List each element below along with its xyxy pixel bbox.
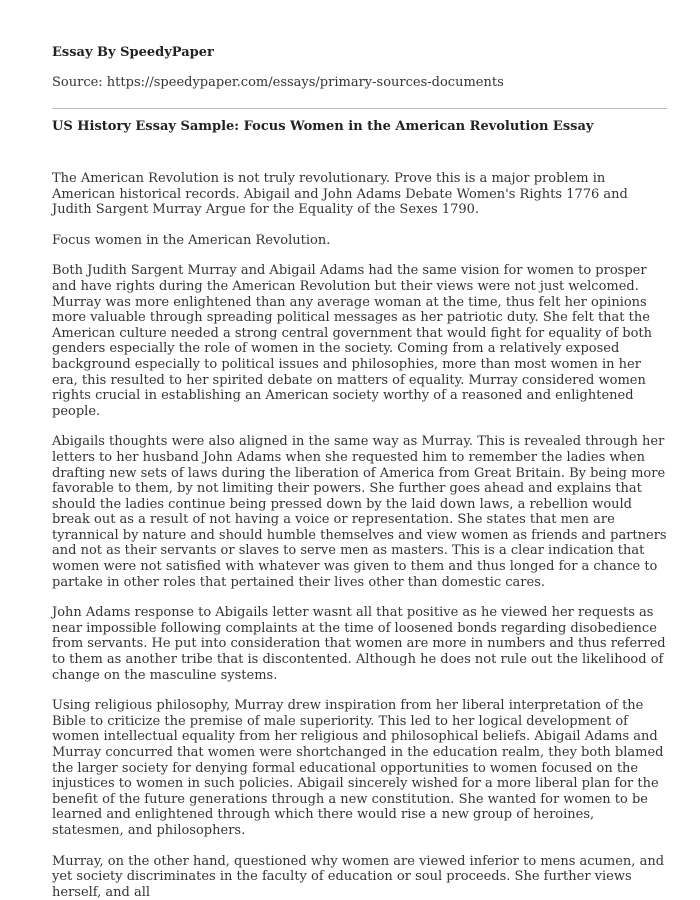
- paragraph-7: Murray, on the other hand, questioned why women are viewed inferior to mens acumen, and yet society discriminates in the faculty of education or soul proceeds. She further views herself, and all: [52, 853, 665, 900]
- essay-body: [52, 171, 668, 900]
- paragraph-4: Abigails thoughts were also aligned in the same way as Murray. This is revealed through her letters to her husband John Adams when she requested him to remember the ladies when drafting new sets of laws during the liberation of America from Great Britain. By being more favorable to them, by not limiting their powers. She further goes ahead and explains that should the ladies continue being pressed down by the laid down laws, a rebellion would break out as a result of not having a voice or representation. She states that men are tyrannical by nature and should humble themselves and view women as friends and partners and not as their servants or slaves to serve men as masters. This is a clear indication that women were not satisfied with whatever was given to them and thus longed for a chance to partake in other roles that pertained their lives other than domestic cares.: [52, 434, 667, 590]
- site-title: Essay By SpeedyPaper: [52, 45, 214, 60]
- paragraph-6: Using religious philosophy, Murray drew inspiration from her liberal interpretation of the Bible to criticize the premise of male superiority. This led to her logical development of women intellectual equality from her religious and philosophical beliefs. Abigail Adams and Murray concurred that women were shortchanged in the education realm, they both blamed the larger society for denying formal educational opportunities to women focused on the injustices to women in such policies. Abigail sincerely wished for a more liberal plan for the benefit of the future generations through a new constitution. She wanted for women to be learned and enlightened through which there would rise a new group of heroines, statesmen, and philosophers.: [52, 698, 664, 838]
- paragraph-2: Focus women in the American Revolution.: [52, 232, 331, 248]
- paragraph-3: Both Judith Sargent Murray and Abigail Adams had the same vision for women to prosper and have rights during the American Revolution but their views were not just welcomed. Murray was more enlightened than any average woman at the time, thus felt her opinions more valuable through spreading political messages as her patriotic duty. She felt that the American culture needed a strong central government that would fight for equality of both genders especially the role of women in the society. Coming from a relatively exposed background especially to political issues and philosophies, more than most women in her era, this resulted to her spirited debate on matters of equality. Murray considered women rights crucial in establishing an American society worthy of a reasoned and enlightened people.: [52, 263, 653, 419]
- source-line: Source: https://speedypaper.com/essays/primary-sources-documents: [52, 75, 504, 90]
- essay-title: US History Essay Sample: Focus Women in the American Revolution Essay: [52, 119, 594, 134]
- divider: [52, 108, 667, 109]
- paragraph-1: The American Revolution is not truly revolutionary. Prove this is a major problem in American historical records. Abigail and John Adams Debate Women's Rights 1776 and Judith Sargent Murray Argue for the Equality of the Sexes 1790.: [52, 171, 628, 218]
- paragraph-5: John Adams response to Abigails letter wasnt all that positive as he viewed her requests as near impossible following complaints at the time of loosened bonds regarding disobedience from servants. He put into consideration that women are more in numbers and thus referred to them as another tribe that is discontented. Although he does not rule out the likelihood of change on the masculine systems.: [52, 605, 666, 683]
